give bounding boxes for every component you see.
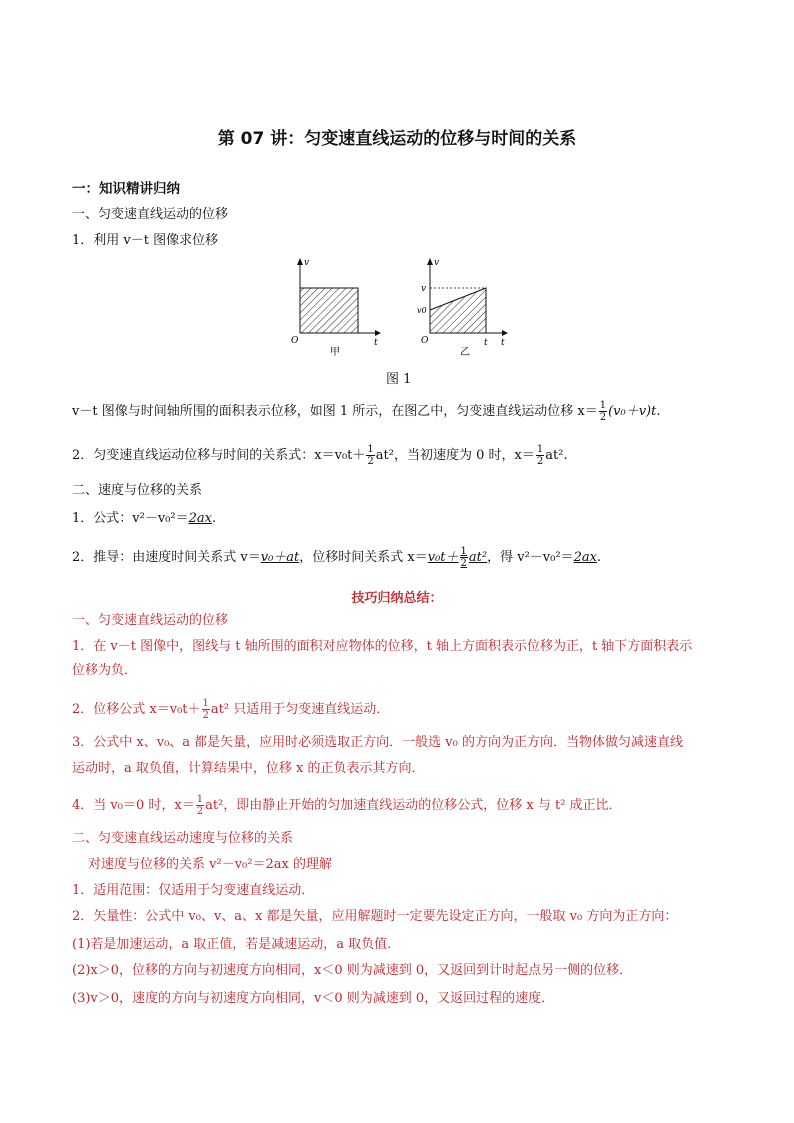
fraction-half: $\frac{1}{2}$	[536, 444, 544, 467]
text-span: (v₀＋v)t.	[608, 404, 661, 419]
underlined-answer: at²	[468, 550, 488, 565]
text-span: .	[596, 550, 602, 565]
underlined-answer: 2ax	[573, 550, 597, 565]
text-span: ，得 v²－v₀²＝	[487, 550, 574, 565]
graph-label-jia: 甲	[330, 347, 340, 358]
item-vt-graph: 1．利用 v－t 图像求位移	[72, 233, 219, 248]
subsection-heading: 二、速度与位移的关系	[72, 483, 203, 498]
text-span: ，位移时间关系式 x＝	[299, 550, 428, 565]
figure-caption: 图 1	[386, 372, 412, 387]
text-span: at²，当初速度为 0 时，x＝	[375, 448, 535, 463]
graph-yi	[417, 258, 508, 358]
summary-item-1: 1．在 v－t 图像中，图线与 t 轴所围的面积对应物体的位移，t 轴上方面积表示位移为正，t 轴下方面积表示	[72, 639, 693, 654]
summary-item-1-cont: 位移为负．	[72, 663, 138, 678]
summary-item-4	[72, 794, 622, 817]
page-title: 第 07 讲：匀变速直线运动的位移与时间的关系	[217, 129, 577, 149]
underlined-answer: v₀t＋	[427, 550, 459, 565]
graph-jia	[291, 258, 381, 358]
origin-label: O	[421, 336, 429, 346]
summary-vector: 2．矢量性：公式中 v₀、v、a、x 都是矢量，应用解题时一定要先设定正方向，一般取 v₀ 方向为正方向：	[72, 909, 678, 924]
axis-label-v: v	[304, 258, 310, 268]
summary-case-3: (3)v＞0，速度的方向与初速度方向相同，v＜0 则为减速到 0，又返回过程的速度．	[72, 991, 555, 1006]
summary-subsection: 二、匀变速直线运动速度与位移的关系	[72, 831, 294, 846]
summary-range: 1．适用范围：仅适用于匀变速直线运动．	[72, 883, 315, 898]
underlined-answer: v₀＋at	[260, 550, 300, 565]
paragraph-displacement-formula	[72, 444, 568, 467]
formula-velocity-displacement	[72, 510, 216, 528]
fraction-half: $\frac{1}{2}$	[599, 400, 607, 423]
text-span: at² 只适用于匀变速直线运动．	[210, 702, 390, 717]
fraction-half: $\frac{1}{2}$	[460, 546, 467, 569]
axis-label-v: v	[434, 258, 440, 268]
derivation	[72, 546, 601, 569]
graph-label-yi: 乙	[460, 347, 470, 358]
summary-intro: 对速度与位移的关系 v²－v₀²＝2ax 的理解	[88, 857, 332, 872]
v-label: v	[421, 284, 427, 294]
text-span: v－t 图像与时间轴所围的面积表示位移，如图 1 所示，在图乙中，匀变速直线运动位移 x＝	[72, 404, 598, 419]
text-span: 2．位移公式 x＝v₀t＋	[72, 702, 201, 717]
subsection-heading: 一、匀变速直线运动的位移	[72, 207, 229, 222]
paragraph-area-displacement	[72, 400, 660, 423]
summary-subsection: 一、匀变速直线运动的位移	[72, 613, 229, 628]
text-span: 4．当 v₀＝0 时，x＝	[72, 798, 195, 813]
figure-vt-graphs	[280, 255, 540, 365]
text-span: .	[211, 511, 217, 526]
underlined-answer: 2ax	[188, 511, 212, 526]
origin-label: O	[291, 336, 299, 346]
v0-label: v0	[417, 306, 427, 315]
section-heading: 一：知识精讲归纳	[72, 181, 180, 197]
axis-label-t: t	[501, 338, 505, 348]
text-span: at²，即由静止开始的匀加速直线运动的位移公式，位移 x 与 t² 成正比．	[205, 798, 622, 813]
fraction-half: $\frac{1}{2}$	[202, 698, 209, 721]
summary-item-2	[72, 698, 389, 721]
summary-case-2: (2)x＞0，位移的方向与初速度方向相同，x＜0 则为减速到 0，又返回到计时起点另一侧的位移．	[72, 963, 633, 978]
text-span: 2．推导：由速度时间关系式 v＝	[72, 550, 261, 565]
text-span: 2．匀变速直线运动位移与时间的关系式：x＝v₀t＋	[72, 448, 366, 463]
summary-case-1: (1)若是加速运动，a 取正值，若是减速运动，a 取负值．	[72, 937, 401, 952]
text-span: 1．公式：v²－v₀²＝	[72, 511, 189, 526]
summary-item-3: 3．公式中 x、v₀、a 都是矢量，应用时必须选取正方向．一般选 v₀ 的方向为正方向．当物体做匀减速直线	[72, 735, 683, 750]
fraction-half: $\frac{1}{2}$	[367, 444, 374, 467]
axis-label-t: t	[374, 338, 378, 348]
fraction-half: $\frac{1}{2}$	[196, 794, 204, 817]
summary-heading: 技巧归纳总结：	[351, 591, 443, 606]
text-span: at².	[545, 448, 568, 463]
t-label: t	[484, 338, 488, 348]
summary-item-3-cont: 运动时，a 取负值，计算结果中，位移 x 的正负表示其方向．	[72, 761, 425, 776]
